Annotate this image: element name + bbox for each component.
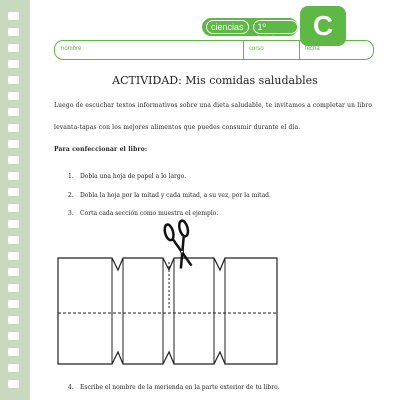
paper-sheet-outline [58,258,277,364]
date-field-label: fecha [305,46,320,52]
step-item: 4. Escribe el nombre de la merienda en la parte exterior de tu libro. [68,384,280,391]
step-item: 2. Dobla la hoja por la mitad y cada mitad, a su vez, por la mitad. [68,192,271,199]
subject-label: ciencias [206,20,249,34]
instructions-heading: Para confeccionar el libro: [54,146,148,153]
intro-line-2: levanta-tapas con los mejores alimentos que puedes consumir durante el día. [54,124,301,131]
subject-letter-badge: C [300,6,346,46]
activity-title: ACTIVIDAD: Mis comidas saludables [112,74,318,87]
course-field-label: curso [249,46,264,52]
name-field-label: nombre [61,46,82,52]
step-item: 3. Corta cada sección como muestra el ejemplo. [68,210,219,217]
step-item: 1. Dobla una hoja de papel a lo largo. [68,173,187,180]
intro-line-1: Luego de escuchar textos informativos sobre una dieta saludable, te invitamos a completar un libro [54,102,373,109]
grade-label: 1º básico [253,20,298,34]
